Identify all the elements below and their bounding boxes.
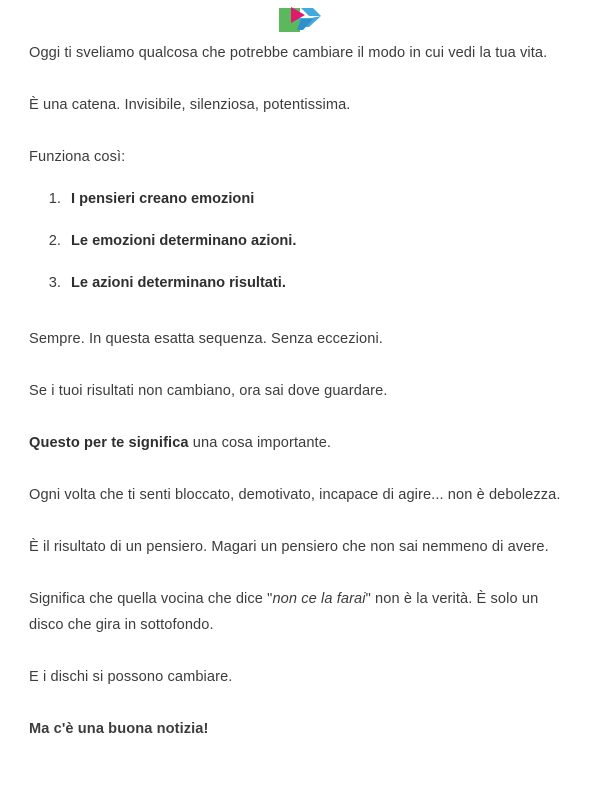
spacer	[29, 560, 575, 586]
email-header	[0, 0, 600, 40]
paragraph-intro: Oggi ti sveliamo qualcosa che potrebbe cambiare il modo in cui vedi la tua vita.	[29, 45, 548, 61]
paragraph-how-it-works: Funziona così:	[29, 149, 126, 165]
spacer	[29, 118, 575, 144]
paragraph-voice-part1: Significa che quella vocina che dice "	[29, 591, 273, 607]
spacer	[29, 296, 575, 326]
paragraph-meaning	[29, 430, 575, 456]
paragraph-chain: È una catena. Invisibile, silenziosa, potentissima.	[29, 97, 351, 113]
spacer	[29, 170, 575, 186]
paragraph-meaning-rest: una cosa importante.	[188, 435, 332, 451]
spacer	[29, 352, 575, 378]
spacer	[29, 690, 575, 716]
brand-logo-icon	[277, 5, 323, 35]
list-item	[65, 228, 575, 254]
paragraph-meaning-emphasis: Questo per te significa	[29, 435, 189, 451]
steps-list	[29, 186, 575, 296]
paragraph-thought: È il risultato di un pensiero. Magari un pensiero che non sai nemmeno di avere.	[29, 539, 549, 555]
list-item-label: Le azioni determinano risultati.	[71, 275, 286, 291]
list-item-label: Le emozioni determinano azioni.	[71, 233, 297, 249]
spacer	[29, 508, 575, 534]
list-item-label: I pensieri creano emozioni	[71, 191, 255, 207]
spacer	[29, 66, 575, 92]
paragraph-sequence: Sempre. In questa esatta sequenza. Senza eccezioni.	[29, 331, 383, 347]
paragraph-records: E i dischi si possono cambiare.	[29, 669, 233, 685]
list-item	[65, 270, 575, 296]
spacer	[29, 404, 575, 430]
paragraph-voice	[29, 586, 575, 638]
paragraph-results: Se i tuoi risultati non cambiano, ora sai dove guardare.	[29, 383, 388, 399]
spacer	[29, 456, 575, 482]
spacer	[29, 638, 575, 664]
paragraph-good-news: Ma c'è una buona notizia!	[29, 721, 209, 737]
paragraph-voice-part2: " non è la verità. È solo un disco che gira in sottofondo.	[29, 591, 539, 633]
paragraph-voice-quote: non ce la farai	[272, 591, 366, 607]
paragraph-blocked: Ogni volta che ti senti bloccato, demotivato, incapace di agire... non è debolezza.	[29, 487, 561, 503]
email-content	[0, 40, 600, 742]
list-item	[65, 186, 575, 212]
